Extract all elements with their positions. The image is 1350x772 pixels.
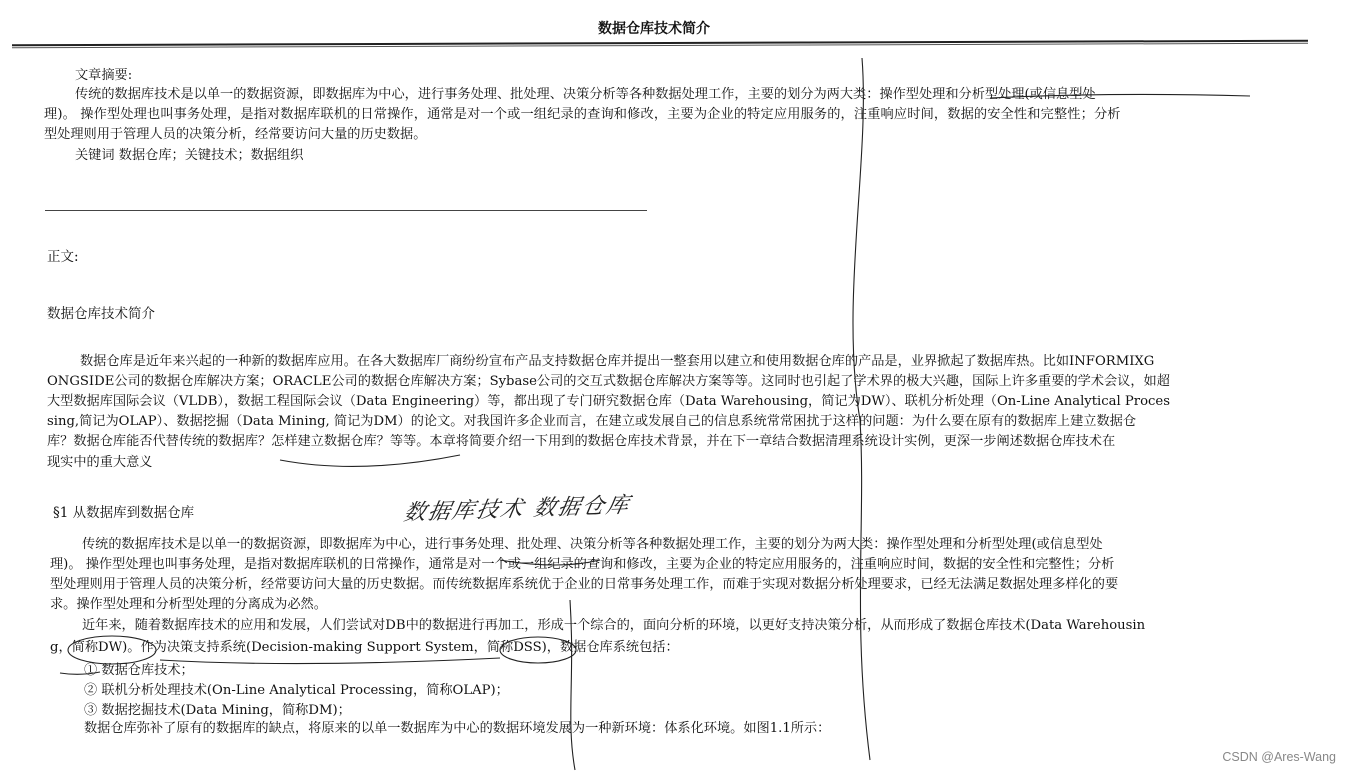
s1-line: 求。操作型处理和分析型处理的分离成为必然。	[50, 597, 327, 612]
abstract-line: 理)。 操作型处理也叫事务处理，是指对数据库联机的日常操作，通常是对一个或一组纪录的查询和修改，主要为企业的特定应用服务的，注重响应时间，数据的安全性和完整性；分析	[44, 107, 1121, 122]
circle-mark	[68, 636, 156, 664]
underline-mark	[500, 560, 600, 565]
margin-stroke	[853, 58, 870, 760]
intro-line: sing,简记为OLAP）、数据挖掘（Data Mining, 简记为DM）的论文。对我国许多企业而言，在建立或发展自己的信息系统常常困扰于这样的问题：为什么要在原有的数据库上建立数据仓	[47, 414, 1137, 429]
list-item: ① 数据仓库技术；	[84, 663, 194, 678]
section-title: 数据仓库技术简介	[47, 306, 155, 322]
s1-line: 近年来，随着数据库技术的应用和发展，人们尝试对DB中的数据进行再加工，形成一个综合的，面向分析的环境，以更好支持决策分析，从而形成了数据仓库技术(Data Warehousin	[82, 618, 1146, 633]
list-item: ③ 数据挖掘技术(Data Mining，简称DM)；	[84, 703, 351, 718]
s1-line: g，简称DW)。作为决策支持系统(Decision-making Support System，简称DSS)，数据仓库系统包括：	[50, 640, 679, 655]
section-1-heading: §1 从数据库到数据仓库	[53, 505, 195, 521]
underline-mark	[990, 94, 1250, 98]
intro-line: 现实中的重大意义	[47, 455, 153, 470]
handwritten-note: 数据库技术 数据仓库	[401, 493, 633, 526]
abstract-line: 型处理则用于管理人员的决策分析，经常要访问大量的历史数据。	[44, 127, 427, 142]
watermark: CSDN @Ares-Wang	[1222, 750, 1336, 764]
keywords-line: 关键词 数据仓库；关键技术；数据组织	[75, 148, 304, 163]
s1-line: 传统的数据库技术是以单一的数据资源，即数据库为中心，进行事务处理、批处理、决策分析等各种数据处理工作，主要的划分为两大类：操作型处理和分析型处理(或信息型处	[82, 537, 1103, 552]
intro-line: ONGSIDE公司的数据仓库解决方案；ORACLE公司的数据仓库解决方案；Sybase公司的交互式数据仓库解决方案等等。这同时也引起了学术界的极大兴趣，国际上许多重要的学术会议，如超	[47, 374, 1170, 389]
body-label: 正文:	[47, 249, 79, 265]
margin-stroke	[570, 600, 575, 770]
closing-line: 数据仓库弥补了原有的数据库的缺点，将原来的以单一数据库为中心的数据环境发展为一种新环境：体系化环境。如图1.1所示：	[84, 721, 831, 736]
page-title: 数据仓库技术简介	[598, 21, 710, 37]
abstract-line: 传统的数据库技术是以单一的数据资源，即数据库为中心，进行事务处理、批处理、决策分析等各种数据处理工作，主要的划分为两大类：操作型处理和分析型处理(或信息型处	[75, 87, 1096, 102]
s1-line: 型处理则用于管理人员的决策分析，经常要访问大量的历史数据。而传统数据库系统优于企业的日常事务处理工作，而难于实现对数据分析处理要求，已经无法满足数据处理多样化的要	[50, 577, 1119, 592]
strike-mark	[60, 672, 100, 674]
list-item: ② 联机分析处理技术(On-Line Analytical Processing，简称OLAP)；	[84, 683, 509, 698]
intro-line: 库？数据仓库能否代替传统的数据库？怎样建立数据仓库？等等。本章将简要介绍一下用到的数据仓库技术背景，并在下一章结合数据清理系统设计实例，更深一步阐述数据仓库技术在	[47, 434, 1116, 449]
circle-mark	[500, 637, 576, 663]
underline-mark	[280, 455, 460, 466]
intro-line: 大型数据库国际会议（VLDB），数据工程国际会议（Data Engineering）等，都出现了专门研究数据仓库（Data Warehousing，简记为DW）、联机分析处理（On-Line Analytical Proces	[47, 394, 1171, 409]
intro-line: 数据仓库是近年来兴起的一种新的数据库应用。在各大数据库厂商纷纷宣布产品支持数据仓库并提出一整套用以建立和使用数据仓库的产品是，业界掀起了数据库热。比如INFORMIXG	[80, 354, 1155, 369]
underline-mark	[160, 658, 500, 664]
abstract-heading: 文章摘要:	[75, 68, 133, 83]
s1-line: 理)。 操作型处理也叫事务处理，是指对数据库联机的日常操作，通常是对一个或一组纪录的查询和修改，主要为企业的特定应用服务的，注重响应时间，数据的安全性和完整性；分析	[50, 557, 1115, 572]
